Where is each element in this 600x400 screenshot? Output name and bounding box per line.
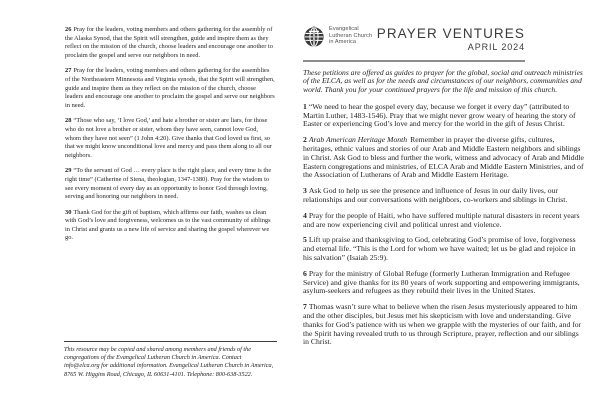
- day-number: 2: [303, 135, 307, 145]
- prayer-paragraph: [65, 67, 275, 110]
- day-number: 29: [65, 167, 72, 175]
- prayer-paragraph: [65, 117, 275, 160]
- paragraph-text: Pray for the leaders, voting members and others gathering for the assemblies of the Northeastern Minnesota and Virginia synods, that the Spirit will strengthen, guide and inspire them as they reflect on the mission of the church, choose leaders and encourage one another to proclaim the gospel and serve our neighbors in need.: [65, 67, 275, 109]
- header-divider: [303, 60, 525, 62]
- paragraph-text: “To the servant of God … every place is the right place, and every time is the right time” (Catherine of Siena, theologian, 1347-1380). Pray for the wisdom to see every moment of every day as an opportunity to honor God through loving, serving and honoring our neighbors in need.: [65, 167, 272, 201]
- prayer-item: [303, 212, 586, 230]
- elca-logo-block: [303, 25, 372, 47]
- masthead: [303, 20, 525, 52]
- prayer-item: [303, 270, 586, 296]
- day-number: 27: [65, 67, 72, 75]
- copyright-footer: [64, 341, 277, 379]
- paragraph-text: Thank God for the gift of baptism, which affirms our faith, washes us clean with God’s love and forgiveness, welcomes us to the vast community of siblings in Christ and grants us a new life of service and sharing the gospel wherever we go.: [65, 208, 271, 242]
- prayer-item: [303, 103, 586, 129]
- prayer-item: [303, 187, 586, 205]
- publication-title: PRAYER VENTURES: [376, 26, 525, 41]
- footer-text: This resource may be copied and shared among members and friends of the congregations of the Evangelical Lutheran Church in America. Contact info@elca.org for additional information. Evangelical Lutheran Church in America, 8765 W. Higgins Road, Chicago, IL 60631-4101. Telephone: 800-638-3522.: [64, 346, 274, 378]
- item-text: Pray for the ministry of Global Refuge (formerly Lutheran Immigration and Refugee Service) and give thanks for its 80 years of work supporting and empowering immigrants, asylum-seekers and refugees as they rebuild their lives in the United States.: [303, 268, 580, 296]
- day-number: 6: [303, 268, 307, 278]
- day-number: 1: [303, 101, 307, 111]
- paragraph-text: Pray for the leaders, voting members and others gathering for the assembly of the Alaska Synod, that the Spirit will strengthen, guide and inspire them as they reflect on the mission of the church, choose leaders and encourage one another to proclaim the gospel and serve our neighbors in need.: [65, 26, 273, 59]
- prayer-paragraph: [65, 209, 275, 243]
- day-number: 30: [65, 208, 72, 216]
- day-number: 28: [65, 117, 72, 125]
- day-number: 3: [303, 186, 307, 196]
- day-number: 26: [65, 26, 72, 33]
- day-number: 4: [303, 210, 307, 220]
- item-text: “We need to hear the gospel every day, because we forget it every day” (attributed to Martin Luther, 1483-1546). Pray that we might never grow weary of hearing the story of Easter or experiencing God’s love and mercy for the world in the gift of Jesus Christ.: [303, 101, 576, 129]
- item-text: Pray for the people of Haiti, who have suffered multiple natural disasters in recent years and are now experiencing civil and political unrest and violence.: [303, 210, 580, 229]
- prayer-item: [303, 236, 586, 262]
- right-page-column: [303, 20, 586, 354]
- logo-line: Lutheran Church: [329, 32, 373, 39]
- day-number: 5: [303, 235, 307, 245]
- prayer-item: [303, 136, 586, 180]
- item-text: Thomas wasn’t sure what to believe when the risen Jesus mysteriously appeared to him and the other disciples, but Jesus met his skepticism with love and understanding. Give thanks for God’s patience with us when we grapple with the mysteries of our faith, and for the Spirit having revealed truth to us through Scripture, prayer, reflection and our siblings in Christ.: [303, 302, 582, 347]
- day-number: 7: [303, 302, 307, 312]
- left-page-column: [65, 26, 275, 250]
- logo-line: in America: [329, 39, 357, 46]
- prayer-paragraph: [65, 167, 275, 201]
- elca-globe-cross-icon: [303, 25, 325, 47]
- intro-note: These petitions are offered as guides to prayer for the global, social and outreach ministries of the ELCA, as well as for the needs and circumstances of our neighbors, communities and world. Thank you for your continued prayers for the life and mission of this church.: [303, 68, 583, 94]
- publication-issue-date: APRIL 2024: [467, 42, 525, 52]
- item-text: Ask God to help us see the presence and influence of Jesus in our daily lives, our relationships and our conversations with neighbors, co-workers and siblings in Christ.: [303, 186, 568, 205]
- elca-logo-wordmark: [329, 26, 372, 46]
- prayer-paragraph: [65, 26, 275, 60]
- item-text: Remember in prayer the diverse gifts, cultures, heritages, ethnic values and stories of our Arab and Middle Eastern neighbors and siblings in Christ. Ask God to bless and further the work, witness and advocacy of Arab and Middle Eastern congregations and ministries, of ELCA Arab and Middle Eastern Ministries, and of the Association of Lutherans of Arab and Middle Eastern Heritage.: [303, 135, 584, 180]
- item-heading-italic: Arab American Heritage Month: [308, 135, 408, 145]
- prayer-item: [303, 303, 586, 347]
- title-block: [377, 27, 525, 52]
- logo-line: Evangelical: [329, 26, 359, 33]
- item-text: Lift up praise and thanksgiving to God, celebrating God’s promise of love, forgiveness and eternal life. “This is the Lord for whom we have waited; let us be glad and rejoice in his salvation” (Isaiah 25:9).: [303, 235, 576, 263]
- paragraph-text: “Those who say, ‘I love God,’ and hate a brother or sister are liars, for those who do not love a brother or sister, whom they have seen, cannot love God, whom they have not seen” (1 John 4:20). Give thanks that God loved us first, so that we might know unconditional love and mercy and pass them along to all our neighbors.: [65, 117, 272, 159]
